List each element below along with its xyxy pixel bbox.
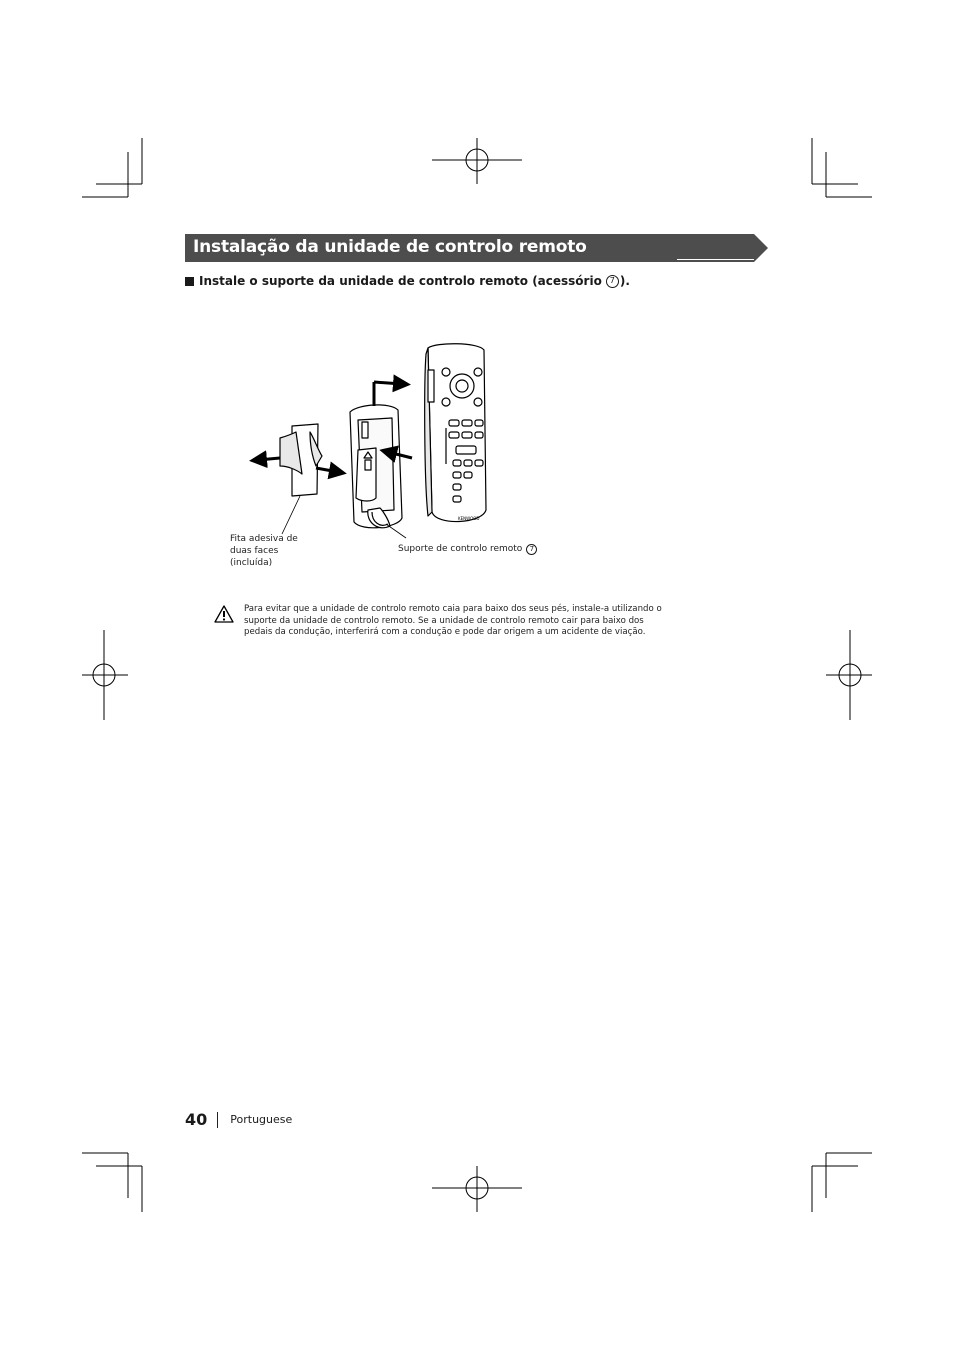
page-number: 40 <box>185 1110 208 1129</box>
caption-holder-number-badge: 7 <box>526 544 537 555</box>
remote-holder-drawing <box>350 405 402 528</box>
instruction-text: Instale o suporte da unidade de controlo remoto (acessório <box>199 274 602 288</box>
caption-tape-line1: Fita adesiva de <box>230 534 298 544</box>
caption-adhesive-tape <box>230 533 320 569</box>
accessory-number-badge: 7 <box>606 275 619 288</box>
caption-tape-line2: duas faces <box>230 546 279 556</box>
caption-remote-holder <box>398 543 538 555</box>
instruction-heading <box>185 274 630 288</box>
page-footer <box>185 1110 292 1129</box>
section-title: Instalação da unidade de controlo remoto <box>193 237 587 257</box>
caption-holder-text: Suporte de controlo remoto <box>398 544 523 554</box>
adhesive-tape-drawing <box>280 424 322 496</box>
footer-language: Portuguese <box>230 1113 293 1126</box>
remote-control-drawing <box>425 344 486 522</box>
warning-triangle-icon <box>214 605 234 623</box>
remote-brand-label: KENWOOD <box>458 516 480 521</box>
footer-divider <box>217 1112 218 1128</box>
caption-tape-line3: (incluída) <box>230 558 273 568</box>
section-title-bar <box>185 234 768 262</box>
bullet-square-icon <box>185 277 194 286</box>
remote-holder-illustration <box>240 340 510 540</box>
warning-text: Para evitar que a unidade de controlo remoto caia para baixo dos seus pés, instale-a utilizando o suporte da unidade de controlo remoto. Se a unidade de controlo remoto cair para baixo dos pedais da condução, interferirá com a condução e pode dar origem a um acidente de viação. <box>244 604 662 637</box>
instruction-suffix: ). <box>619 274 630 288</box>
